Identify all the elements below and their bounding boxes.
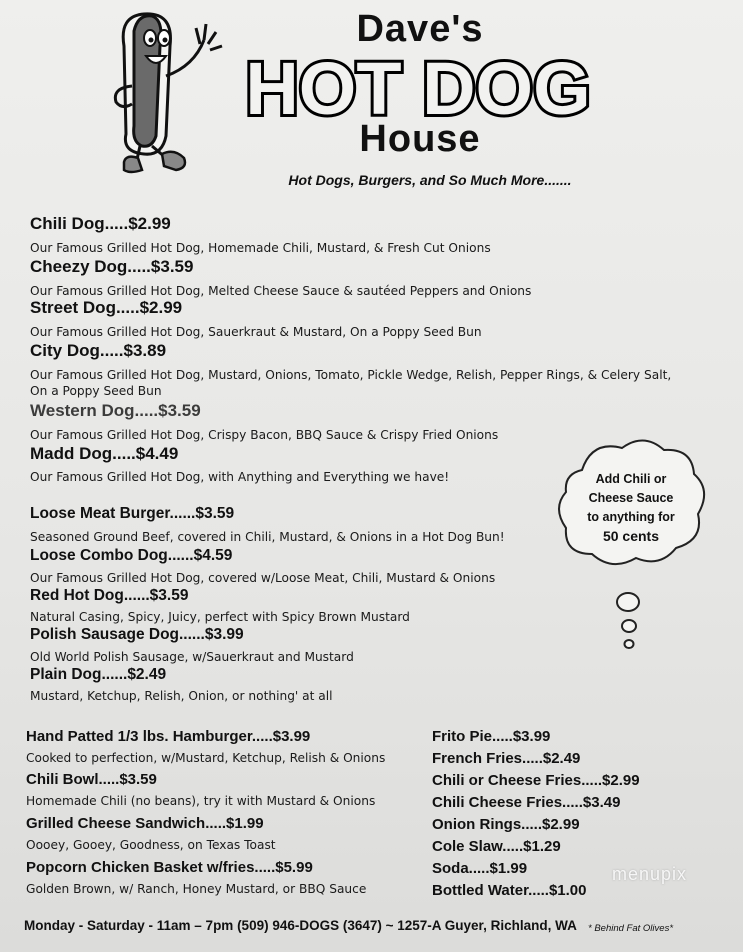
side-item-desc: Cooked to perfection, w/Mustard, Ketchup, Relish & Onions	[26, 751, 386, 765]
side-item-desc: Golden Brown, w/ Ranch, Honey Mustard, or BBQ Sauce	[26, 882, 367, 896]
brand-bottom-text: House	[359, 118, 481, 160]
brand-top-text: Dave's	[356, 8, 484, 50]
watermark: menupix	[612, 864, 688, 884]
menu-item-title: Plain Dog......$2.49	[30, 666, 167, 683]
menu-item-title: Madd Dog.....$4.49	[30, 444, 179, 463]
menu-item-title: Loose Meat Burger......$3.59	[30, 505, 235, 522]
menu-item-desc: Our Famous Grilled Hot Dog, with Anything and Everything we have!	[30, 470, 450, 484]
side-item-title: Chili Cheese Fries.....$3.49	[432, 794, 621, 811]
side-item-title: Popcorn Chicken Basket w/fries.....$5.99	[26, 859, 313, 876]
menu-item-title: Loose Combo Dog......$4.59	[30, 547, 233, 564]
menu-item-desc: Our Famous Grilled Hot Dog, Sauerkraut & Mustard, On a Poppy Seed Bun	[30, 325, 482, 339]
side-item-title: Soda.....$1.99	[432, 860, 528, 877]
menu-item-title: Red Hot Dog......$3.59	[30, 587, 189, 604]
menu-item-title: Cheezy Dog.....$3.59	[30, 257, 194, 276]
cloud-line: Cheese Sauce	[588, 491, 674, 505]
footer-hours-address: Monday - Saturday - 11am – 7pm (509) 946-DOGS (3647) ~ 1257-A Guyer, Richland, WA	[24, 918, 577, 933]
menu-item-title: Western Dog.....$3.59	[30, 401, 201, 420]
menu-item-title: Chili Dog.....$2.99	[30, 214, 171, 233]
side-item-title: Chili Bowl.....$3.59	[26, 771, 157, 788]
side-item-title: Onion Rings.....$2.99	[432, 816, 580, 833]
menu-item-title: City Dog.....$3.89	[30, 341, 167, 360]
side-item-title: Cole Slaw.....$1.29	[432, 838, 561, 855]
menu-item-desc: Our Famous Grilled Hot Dog, Melted Cheese Sauce & sautéed Peppers and Onions	[30, 284, 532, 298]
menu-item-desc: Natural Casing, Spicy, Juicy, perfect with Spicy Brown Mustard	[30, 610, 410, 624]
side-item-desc: Oooey, Gooey, Goodness, on Texas Toast	[26, 838, 276, 852]
side-item-desc: Homemade Chili (no beans), try it with Mustard & Onions	[26, 794, 376, 808]
menu-item-desc: Seasoned Ground Beef, covered in Chili, Mustard, & Onions in a Hot Dog Bun!	[30, 530, 505, 544]
cloud-line: Add Chili or	[595, 472, 667, 486]
hot-dog-mascot-icon	[104, 6, 234, 176]
menu-item-desc-continued: On a Poppy Seed Bun	[30, 384, 162, 398]
side-item-title: Grilled Cheese Sandwich.....$1.99	[26, 815, 264, 832]
cloud-line: to anything for	[587, 510, 675, 524]
menu-item-desc: Our Famous Grilled Hot Dog, Crispy Bacon, BBQ Sauce & Crispy Fried Onions	[30, 428, 499, 442]
side-item-title: Chili or Cheese Fries.....$2.99	[432, 772, 640, 789]
menu-item-desc: Our Famous Grilled Hot Dog, Homemade Chili, Mustard, & Fresh Cut Onions	[30, 241, 491, 255]
menu-item-desc: Our Famous Grilled Hot Dog, covered w/Loose Meat, Chili, Mustard & Onions	[30, 571, 496, 585]
menu-item-desc: Our Famous Grilled Hot Dog, Mustard, Onions, Tomato, Pickle Wedge, Relish, Pepper Rings, & Celery Salt,	[30, 368, 672, 382]
side-item-title: Bottled Water.....$1.00	[432, 882, 587, 899]
tagline: Hot Dogs, Burgers, and So Much More.......	[288, 172, 572, 188]
menu-item-desc: Old World Polish Sausage, w/Sauerkraut and Mustard	[30, 650, 354, 664]
footer-note: * Behind Fat Olives*	[588, 923, 674, 934]
menu-item-title: Street Dog.....$2.99	[30, 298, 183, 317]
cloud-promo-text	[572, 470, 690, 546]
side-item-title: French Fries.....$2.49	[432, 750, 581, 767]
brand-main-text: HOT DOG	[245, 47, 591, 130]
side-item-title: Frito Pie.....$3.99	[432, 728, 551, 745]
menu-item-desc: Mustard, Ketchup, Relish, Onion, or nothing' at all	[30, 689, 333, 703]
menu-item-title: Polish Sausage Dog......$3.99	[30, 626, 244, 643]
side-item-title: Hand Patted 1/3 lbs. Hamburger.....$3.99	[26, 728, 311, 745]
cloud-line: 50 cents	[602, 528, 660, 544]
